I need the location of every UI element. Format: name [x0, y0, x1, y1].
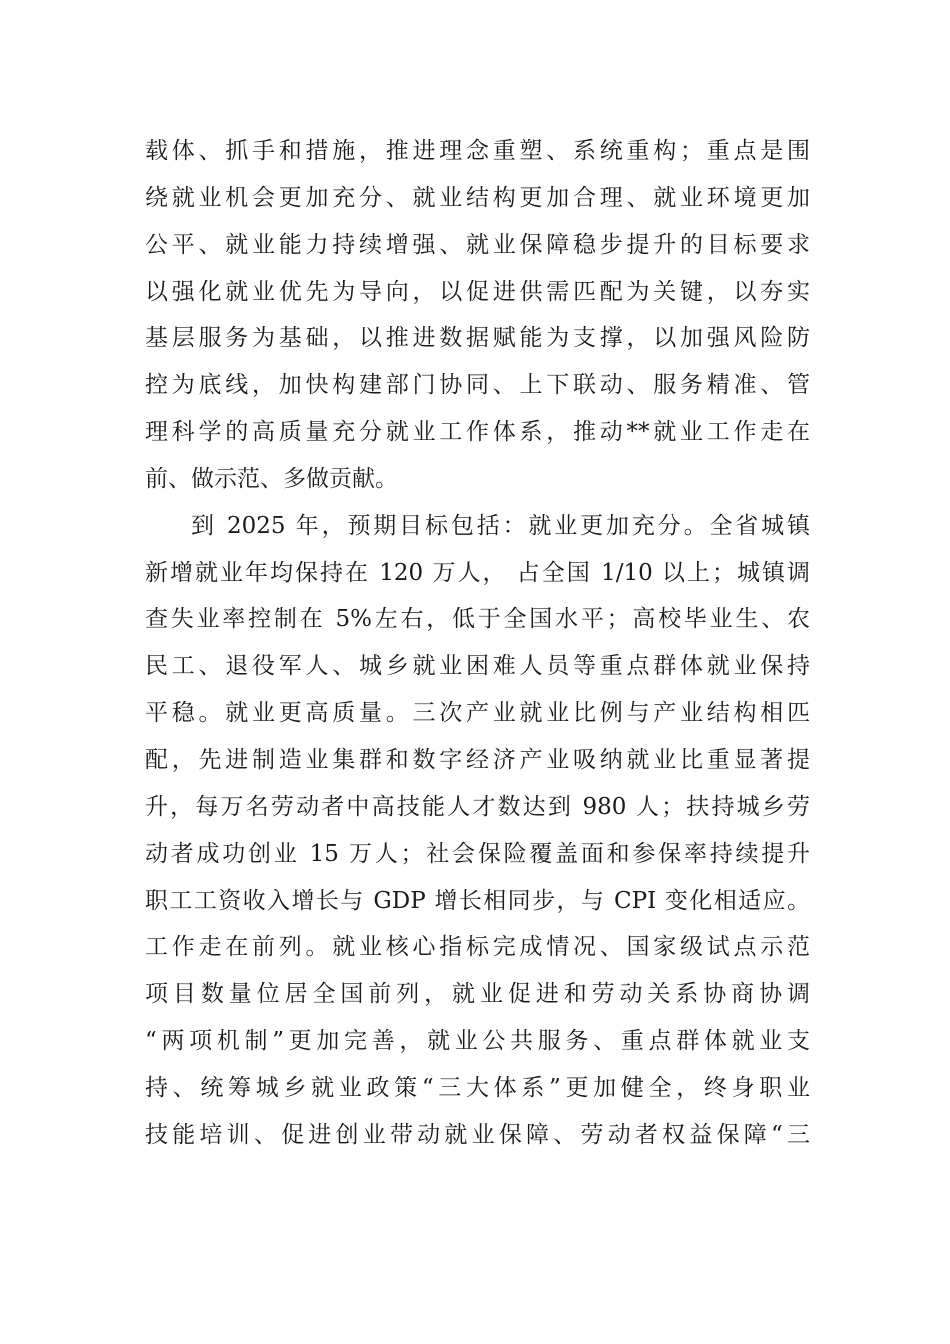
text-line: 绕就业机会更加充分、就业结构更加合理、就业环境更加	[145, 184, 810, 211]
text-line: 基层服务为基础，以推进数据赋能为支撑，以加强风险防	[145, 325, 810, 352]
text-line: 以强化就业优先为导向，以促进供需匹配为关键，以夯实	[145, 278, 810, 305]
text-line: 职工工资收入增长与 GDP 增长相同步，与 CPI 变化相适应。	[145, 887, 810, 914]
text-line: 查失业率控制在 5%左右，低于全国水平；高校毕业生、农	[145, 606, 810, 633]
text-line: 配，先进制造业集群和数字经济产业吸纳就业比重显著提	[145, 746, 810, 773]
text-line: 工作走在前列。就业核心指标完成情况、国家级试点示范	[145, 934, 810, 961]
text-line: 持、统筹城乡就业政策“三大体系”更加健全，终身职业	[145, 1074, 810, 1101]
text-line: 控为底线，加快构建部门协同、上下联动、服务精准、管	[145, 372, 810, 399]
text-line: 理科学的高质量充分就业工作体系，推动**就业工作走在	[145, 419, 810, 446]
text-line: “两项机制”更加完善，就业公共服务、重点群体就业支	[145, 1028, 810, 1055]
text-line: 平稳。就业更高质量。三次产业就业比例与产业结构相匹	[145, 700, 810, 727]
text-line: 新增就业年均保持在 120 万人， 占全国 1/10 以上；城镇调	[145, 559, 810, 586]
text-line: 前、做示范、多做贡献。	[145, 465, 398, 492]
text-line: 项目数量位居全国前列，就业促进和劳动关系协商协调	[145, 981, 810, 1008]
text-line: 升，每万名劳动者中高技能人才数达到 980 人；扶持城乡劳	[145, 793, 810, 820]
text-line: 技能培训、促进创业带动就业保障、劳动者权益保障“三	[145, 1121, 810, 1148]
text-line: 民工、退役军人、城乡就业困难人员等重点群体就业保持	[145, 653, 810, 680]
body-text	[145, 128, 810, 1159]
paragraph-start-line: 到 2025 年，预期目标包括：就业更加充分。全省城镇	[191, 512, 810, 539]
text-line: 载体、抓手和措施，推进理念重塑、系统重构；重点是围	[145, 138, 810, 164]
text-line: 动者成功创业 15 万人；社会保险覆盖面和参保率持续提升	[145, 840, 810, 867]
text-line: 公平、就业能力持续增强、就业保障稳步提升的目标要求	[145, 231, 810, 258]
